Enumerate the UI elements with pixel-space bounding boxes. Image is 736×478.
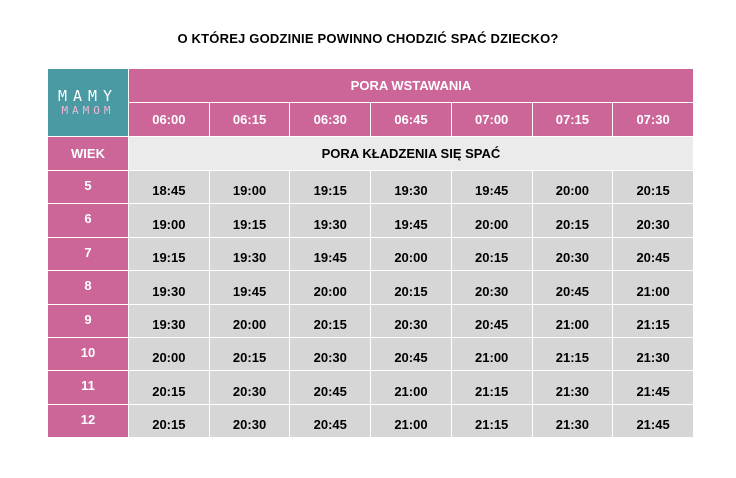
- bedtime-cell: 19:30: [129, 271, 209, 303]
- bedtime-cell: 21:30: [613, 338, 693, 370]
- bedtime-cell: 20:15: [210, 338, 290, 370]
- bedtime-cell: 21:15: [452, 371, 532, 403]
- bedtime-cell: 20:45: [533, 271, 613, 303]
- bedtime-cell: 19:45: [290, 238, 370, 270]
- age-cell: 10: [48, 338, 128, 370]
- bedtime-cell: 19:15: [210, 204, 290, 236]
- age-cell: 7: [48, 238, 128, 270]
- wake-time-cell: 06:30: [290, 103, 370, 136]
- bedtime-cell: 21:00: [371, 371, 451, 403]
- bedtime-cell: 21:00: [371, 405, 451, 437]
- bedtime-cell: 19:15: [290, 171, 370, 203]
- bedtime-cell: 20:30: [613, 204, 693, 236]
- bedtime-cell: 20:15: [613, 171, 693, 203]
- age-header: WIEK: [48, 137, 128, 170]
- bedtime-cell: 20:45: [290, 405, 370, 437]
- bedtime-cell: 20:45: [290, 371, 370, 403]
- bedtime-cell: 20:15: [129, 371, 209, 403]
- bedtime-cell: 19:45: [371, 204, 451, 236]
- bedtime-cell: 20:00: [210, 305, 290, 337]
- bedtime-cell: 21:45: [613, 371, 693, 403]
- bedtime-cell: 20:00: [533, 171, 613, 203]
- bedtime-cell: 19:15: [129, 238, 209, 270]
- bedtime-cell: 19:00: [129, 204, 209, 236]
- bedtime-cell: 20:00: [371, 238, 451, 270]
- bedtime-cell: 20:45: [452, 305, 532, 337]
- bedtime-cell: 20:15: [371, 271, 451, 303]
- page-title: O KTÓREJ GODZINIE POWINNO CHODZIĆ SPAĆ DZIECKO?: [177, 31, 559, 46]
- bedtime-cell: 20:30: [210, 405, 290, 437]
- wake-time-cell: 07:15: [533, 103, 613, 136]
- logo-line-1: MAMY: [57, 86, 119, 105]
- bedtime-cell: 20:00: [129, 338, 209, 370]
- age-cell: 11: [48, 371, 128, 403]
- wake-time-cell: 06:15: [210, 103, 290, 136]
- bedtime-table: [48, 69, 686, 432]
- bedtime-cell: 19:30: [371, 171, 451, 203]
- bedtime-cell: 20:30: [533, 238, 613, 270]
- bedtime-cell: 21:45: [613, 405, 693, 437]
- bedtime-cell: 21:00: [613, 271, 693, 303]
- bedtime-cell: 20:15: [290, 305, 370, 337]
- bedtime-cell: 20:30: [210, 371, 290, 403]
- bedtime-cell: 21:15: [452, 405, 532, 437]
- bedtime-cell: 19:30: [210, 238, 290, 270]
- bedtime-cell: 20:30: [290, 338, 370, 370]
- age-cell: 5: [48, 171, 128, 203]
- wake-time-cell: 07:30: [613, 103, 693, 136]
- bedtime-cell: 19:45: [452, 171, 532, 203]
- bedtime-cell: 20:15: [533, 204, 613, 236]
- logo-line-2: MAMOM: [61, 103, 115, 117]
- bedtime-cell: 20:45: [371, 338, 451, 370]
- bedtime-cell: 20:00: [452, 204, 532, 236]
- bedtime-cell: 20:30: [452, 271, 532, 303]
- bedtime-cell: 19:30: [290, 204, 370, 236]
- bedtime-cell: 21:30: [533, 405, 613, 437]
- age-cell: 12: [48, 405, 128, 437]
- bedtime-cell: 19:00: [210, 171, 290, 203]
- brand-logo: [48, 69, 128, 136]
- bedtime-cell: 21:15: [613, 305, 693, 337]
- bedtime-header: PORA KŁADZENIA SIĘ SPAĆ: [129, 137, 693, 170]
- age-cell: 9: [48, 305, 128, 337]
- bedtime-cell: 20:15: [129, 405, 209, 437]
- bedtime-cell: 20:15: [452, 238, 532, 270]
- wake-time-header: PORA WSTAWANIA: [129, 69, 693, 102]
- age-cell: 8: [48, 271, 128, 303]
- age-cell: 6: [48, 204, 128, 236]
- bedtime-cell: 21:00: [533, 305, 613, 337]
- bedtime-cell: 21:30: [533, 371, 613, 403]
- wake-time-cell: 06:00: [129, 103, 209, 136]
- wake-time-cell: 06:45: [371, 103, 451, 136]
- bedtime-cell: 19:30: [129, 305, 209, 337]
- bedtime-cell: 20:45: [613, 238, 693, 270]
- bedtime-cell: 19:45: [210, 271, 290, 303]
- bedtime-cell: 20:30: [371, 305, 451, 337]
- bedtime-cell: 21:15: [533, 338, 613, 370]
- wake-time-cell: 07:00: [452, 103, 532, 136]
- bedtime-cell: 20:00: [290, 271, 370, 303]
- bedtime-cell: 21:00: [452, 338, 532, 370]
- bedtime-cell: 18:45: [129, 171, 209, 203]
